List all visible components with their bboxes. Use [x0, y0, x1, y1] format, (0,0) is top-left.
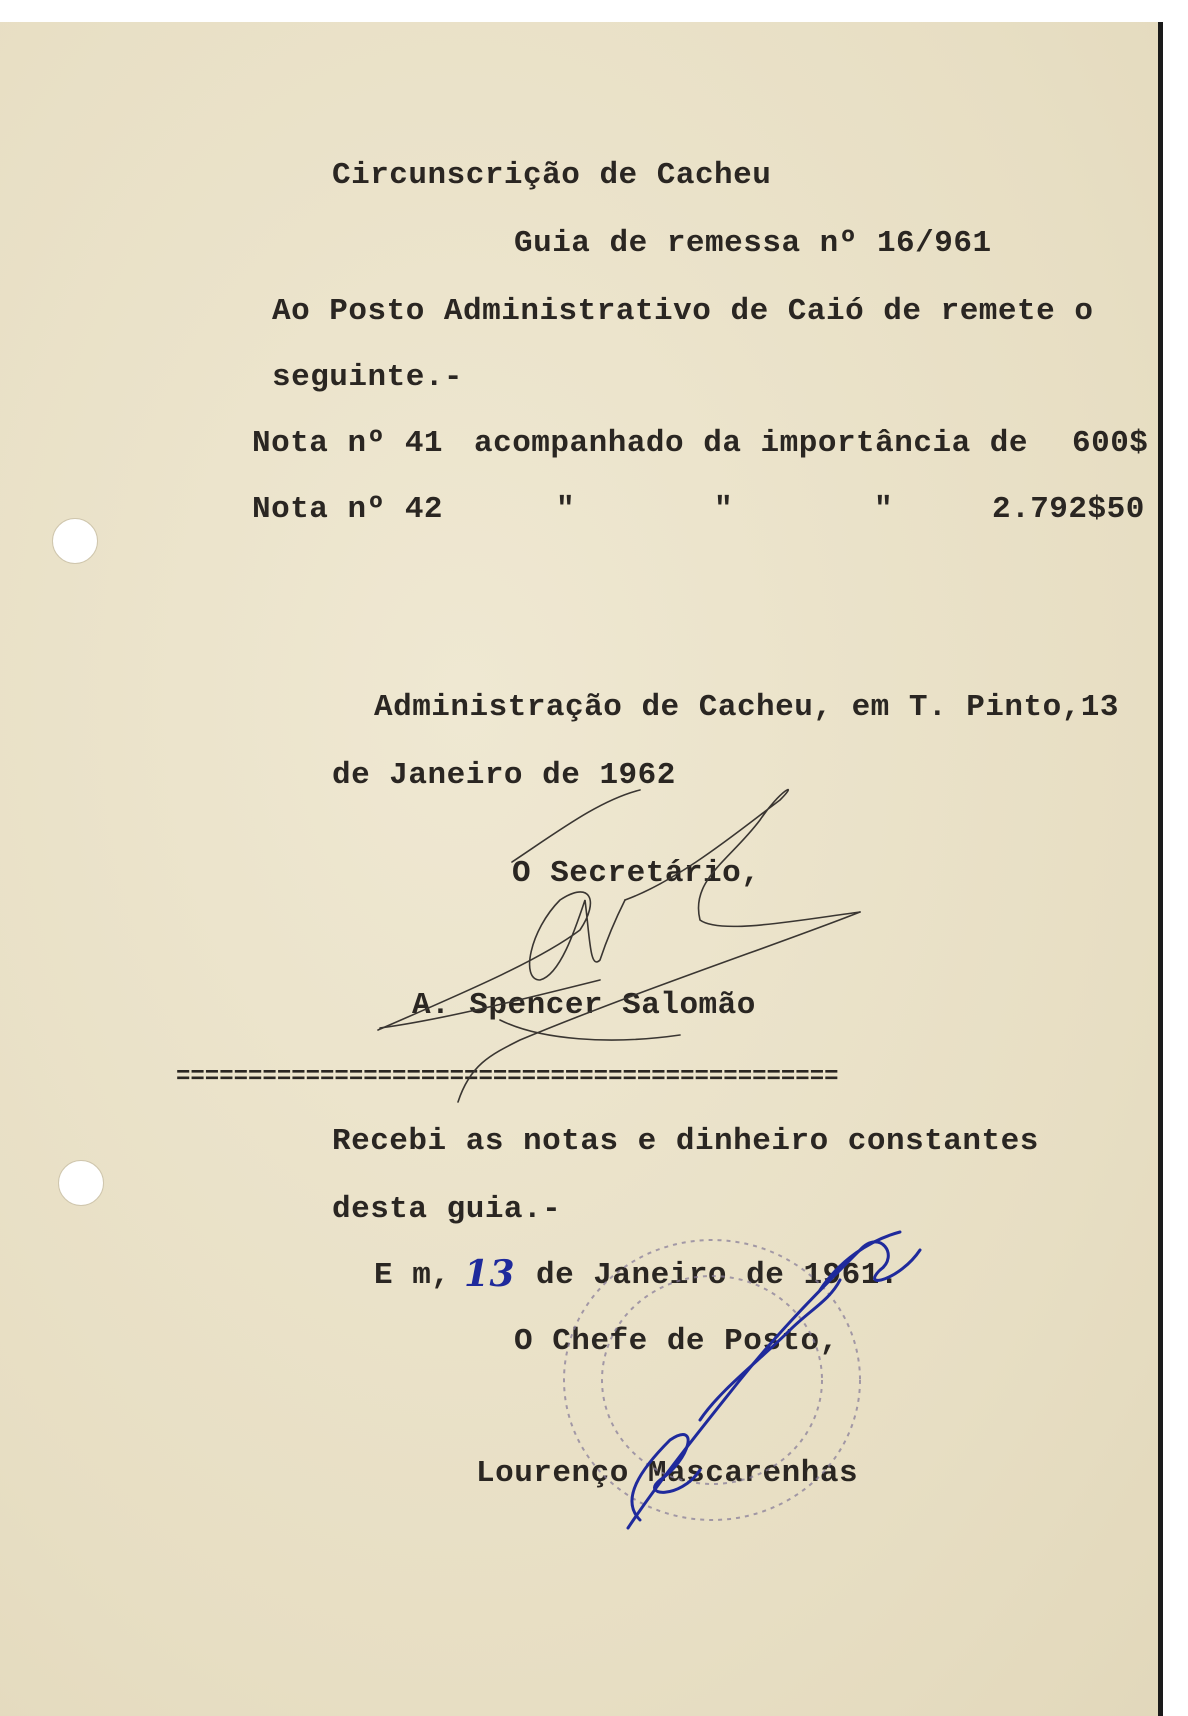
receipt-line-1: Recebi as notas e dinheiro constantes — [332, 1124, 1039, 1159]
place-date-line-1: Administração de Cacheu, em T. Pinto,13 — [374, 690, 1120, 725]
chief-title: O Chefe de Posto, — [514, 1324, 839, 1359]
chief-signature — [628, 1232, 920, 1528]
nota-42-label: Nota nº 42 — [252, 492, 444, 527]
nota-41-text: acompanhado da importância de — [474, 426, 1028, 461]
place-date-line-2: de Janeiro de 1962 — [332, 758, 676, 793]
nota-41-label: Nota nº 41 — [252, 426, 444, 461]
nota-42-amount: 2.792$50 — [992, 492, 1145, 527]
header-circunscricao: Circunscrição de Cacheu — [332, 158, 772, 193]
nota-41-amount: 600$ — [1072, 426, 1149, 461]
nota-42-ditto-3: " — [874, 492, 894, 527]
intro-line-2: seguinte.- — [272, 360, 464, 395]
receipt-date-day: 13 — [464, 1253, 516, 1295]
nota-42-ditto-2: " — [714, 492, 734, 527]
receipt-date-rest: de Janeiro de 1961. — [536, 1258, 899, 1293]
post-stamp — [564, 1240, 860, 1520]
intro-line-1: Ao Posto Administrativo de Caió de remete o — [272, 294, 1094, 329]
separator-line: ============================================== — [176, 1064, 839, 1091]
secretary-name: A. Spencer Salomão — [412, 988, 756, 1023]
nota-42-ditto-1: " — [556, 492, 576, 527]
chief-name: Lourenço Mascarenhas — [476, 1456, 859, 1491]
guia-number: Guia de remessa nº 16/961 — [514, 226, 992, 261]
secretary-signature — [378, 790, 860, 1102]
receipt-date-prefix: E m, — [374, 1258, 451, 1293]
receipt-line-2: desta guia.- — [332, 1192, 562, 1227]
secretary-title: O Secretário, — [512, 856, 761, 891]
